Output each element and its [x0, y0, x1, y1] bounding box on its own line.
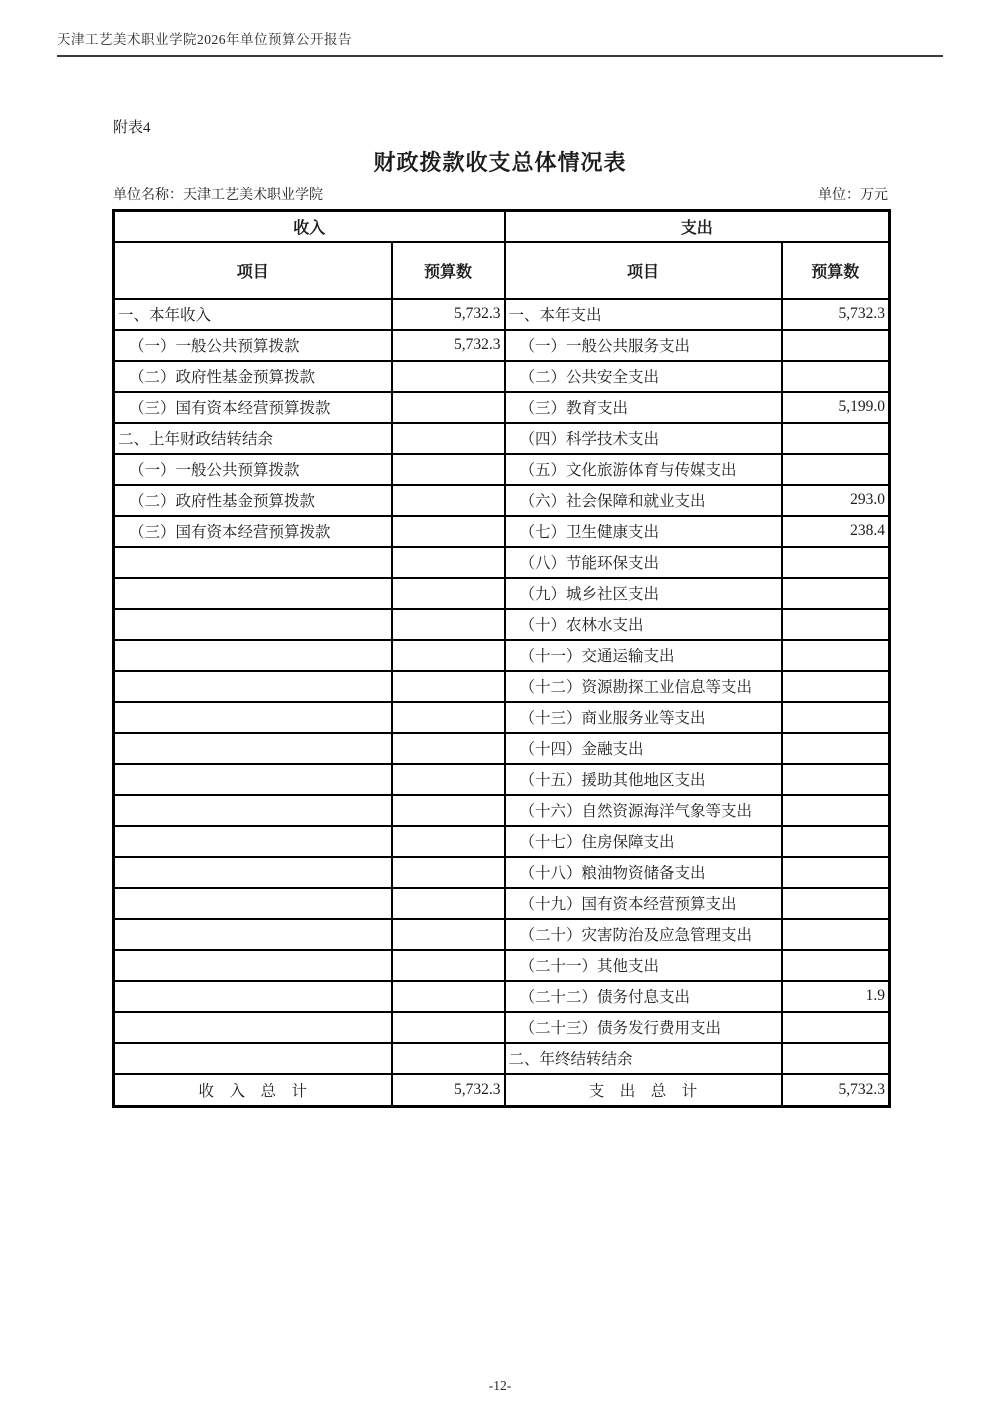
item-cell: （一）一般公共服务支出	[505, 330, 782, 361]
budget-value-cell	[782, 330, 890, 361]
table-row	[114, 764, 890, 795]
budget-value-cell: 5,732.3	[392, 299, 505, 330]
expense-budget-column-header: 预算数	[782, 242, 890, 299]
item-cell	[114, 919, 392, 950]
table-row	[114, 578, 890, 609]
budget-value-cell	[392, 1043, 505, 1074]
table-row	[114, 950, 890, 981]
item-cell: （三）国有资本经营预算拨款	[114, 516, 392, 547]
expense-section-header: 支出	[505, 211, 890, 242]
item-cell: （四）科学技术支出	[505, 423, 782, 454]
budget-value-cell	[392, 795, 505, 826]
budget-value-cell	[782, 640, 890, 671]
budget-value-cell: 5,732.3	[782, 299, 890, 330]
item-cell	[114, 764, 392, 795]
budget-value-cell	[392, 1012, 505, 1043]
budget-value-cell	[782, 454, 890, 485]
table-row	[114, 547, 890, 578]
expense-item-column-header: 项目	[505, 242, 782, 299]
budget-value-cell	[392, 826, 505, 857]
budget-value-cell	[782, 919, 890, 950]
budget-value-cell	[392, 640, 505, 671]
item-cell: 一、本年收入	[114, 299, 392, 330]
item-cell: （十九）国有资本经营预算支出	[505, 888, 782, 919]
item-cell: （十七）住房保障支出	[505, 826, 782, 857]
budget-value-cell	[392, 516, 505, 547]
item-cell	[114, 578, 392, 609]
budget-value-cell	[392, 392, 505, 423]
budget-value-cell	[782, 888, 890, 919]
item-cell: （八）节能环保支出	[505, 547, 782, 578]
budget-value-cell: 5,732.3	[782, 1074, 890, 1107]
budget-value-cell	[782, 733, 890, 764]
item-cell: （七）卫生健康支出	[505, 516, 782, 547]
item-cell	[114, 795, 392, 826]
report-header-text: 天津工艺美术职业学院2026年单位预算公开报告	[57, 32, 352, 47]
budget-value-cell: 1.9	[782, 981, 890, 1012]
budget-value-cell	[392, 981, 505, 1012]
table-row	[114, 795, 890, 826]
item-cell: （二）政府性基金预算拨款	[114, 361, 392, 392]
budget-value-cell	[782, 578, 890, 609]
table-row	[114, 888, 890, 919]
item-cell: （二十三）债务发行费用支出	[505, 1012, 782, 1043]
item-cell	[114, 950, 392, 981]
budget-value-cell	[392, 423, 505, 454]
table-row	[114, 981, 890, 1012]
budget-value-cell: 5,732.3	[392, 330, 505, 361]
budget-value-cell	[782, 1043, 890, 1074]
item-cell: （二十）灾害防治及应急管理支出	[505, 919, 782, 950]
budget-value-cell	[782, 671, 890, 702]
budget-value-cell	[392, 454, 505, 485]
table-row	[114, 702, 890, 733]
budget-value-cell	[782, 702, 890, 733]
budget-value-cell	[392, 578, 505, 609]
income-budget-column-header: 预算数	[392, 242, 505, 299]
budget-value-cell	[392, 671, 505, 702]
budget-value-cell	[392, 950, 505, 981]
budget-value-cell	[392, 702, 505, 733]
budget-value-cell: 238.4	[782, 516, 890, 547]
item-cell: （三）国有资本经营预算拨款	[114, 392, 392, 423]
unit-name-label: 单位名称：天津工艺美术职业学院	[113, 188, 323, 203]
item-cell	[114, 733, 392, 764]
table-row	[114, 299, 890, 330]
item-cell: 收 入 总 计	[114, 1074, 392, 1107]
header-divider-line	[57, 55, 943, 57]
table-info-row	[113, 184, 888, 204]
budget-value-cell	[782, 547, 890, 578]
item-cell: （十一）交通运输支出	[505, 640, 782, 671]
income-item-column-header: 项目	[114, 242, 392, 299]
table-row	[114, 361, 890, 392]
item-cell: （十三）商业服务业等支出	[505, 702, 782, 733]
budget-value-cell	[782, 950, 890, 981]
item-cell: （十六）自然资源海洋气象等支出	[505, 795, 782, 826]
item-cell: （十二）资源勘探工业信息等支出	[505, 671, 782, 702]
income-section-header: 收入	[114, 211, 505, 242]
table-row	[114, 423, 890, 454]
table-row	[114, 671, 890, 702]
table-column-header-row	[114, 242, 890, 299]
item-cell: 一、本年支出	[505, 299, 782, 330]
item-cell: （六）社会保障和就业支出	[505, 485, 782, 516]
table-row	[114, 454, 890, 485]
item-cell	[114, 640, 392, 671]
page-title: 财政拨款收支总体情况表	[373, 150, 627, 175]
item-cell: （十五）援助其他地区支出	[505, 764, 782, 795]
item-cell: 二、年终结转结余	[505, 1043, 782, 1074]
budget-value-cell	[392, 888, 505, 919]
item-cell	[114, 671, 392, 702]
table-row	[114, 857, 890, 888]
table-row	[114, 330, 890, 361]
budget-value-cell	[782, 361, 890, 392]
budget-value-cell	[392, 733, 505, 764]
table-row	[114, 392, 890, 423]
item-cell	[114, 981, 392, 1012]
table-row	[114, 1043, 890, 1074]
item-cell: （十八）粮油物资储备支出	[505, 857, 782, 888]
budget-value-cell	[782, 609, 890, 640]
budget-value-cell	[782, 1012, 890, 1043]
item-cell	[114, 1043, 392, 1074]
item-cell	[114, 1012, 392, 1043]
budget-value-cell	[782, 826, 890, 857]
budget-value-cell	[782, 423, 890, 454]
item-cell: （二）政府性基金预算拨款	[114, 485, 392, 516]
budget-value-cell	[782, 857, 890, 888]
page-number: -12-	[488, 1378, 512, 1393]
item-cell	[114, 702, 392, 733]
table-row	[114, 826, 890, 857]
table-row	[114, 1012, 890, 1043]
table-body	[114, 299, 890, 1107]
table-row	[114, 485, 890, 516]
item-cell: （二十二）债务付息支出	[505, 981, 782, 1012]
table-row	[114, 516, 890, 547]
budget-value-cell	[392, 764, 505, 795]
item-cell: （三）教育支出	[505, 392, 782, 423]
budget-summary-table	[112, 209, 891, 1108]
attachment-label: 附表4	[113, 120, 151, 136]
table-row	[114, 733, 890, 764]
budget-value-cell	[392, 919, 505, 950]
budget-value-cell	[782, 764, 890, 795]
budget-value-cell: 5,732.3	[392, 1074, 505, 1107]
table-total-row	[114, 1074, 890, 1107]
item-cell: （二）公共安全支出	[505, 361, 782, 392]
table-row	[114, 919, 890, 950]
budget-value-cell	[392, 361, 505, 392]
item-cell	[114, 547, 392, 578]
table-row	[114, 640, 890, 671]
item-cell	[114, 826, 392, 857]
table-row	[114, 609, 890, 640]
item-cell: （五）文化旅游体育与传媒支出	[505, 454, 782, 485]
unit-of-measure-label: 单位：万元	[818, 188, 888, 203]
budget-value-cell	[392, 609, 505, 640]
item-cell: 二、上年财政结转结余	[114, 423, 392, 454]
item-cell: 支 出 总 计	[505, 1074, 782, 1107]
item-cell	[114, 857, 392, 888]
budget-value-cell	[782, 795, 890, 826]
budget-value-cell: 293.0	[782, 485, 890, 516]
table-section-header-row	[114, 211, 890, 242]
item-cell	[114, 609, 392, 640]
item-cell: （一）一般公共预算拨款	[114, 454, 392, 485]
item-cell: （九）城乡社区支出	[505, 578, 782, 609]
item-cell: （十四）金融支出	[505, 733, 782, 764]
item-cell: （一）一般公共预算拨款	[114, 330, 392, 361]
budget-value-cell	[392, 485, 505, 516]
budget-value-cell	[392, 857, 505, 888]
budget-value-cell: 5,199.0	[782, 392, 890, 423]
item-cell: （二十一）其他支出	[505, 950, 782, 981]
budget-value-cell	[392, 547, 505, 578]
item-cell	[114, 888, 392, 919]
item-cell: （十）农林水支出	[505, 609, 782, 640]
